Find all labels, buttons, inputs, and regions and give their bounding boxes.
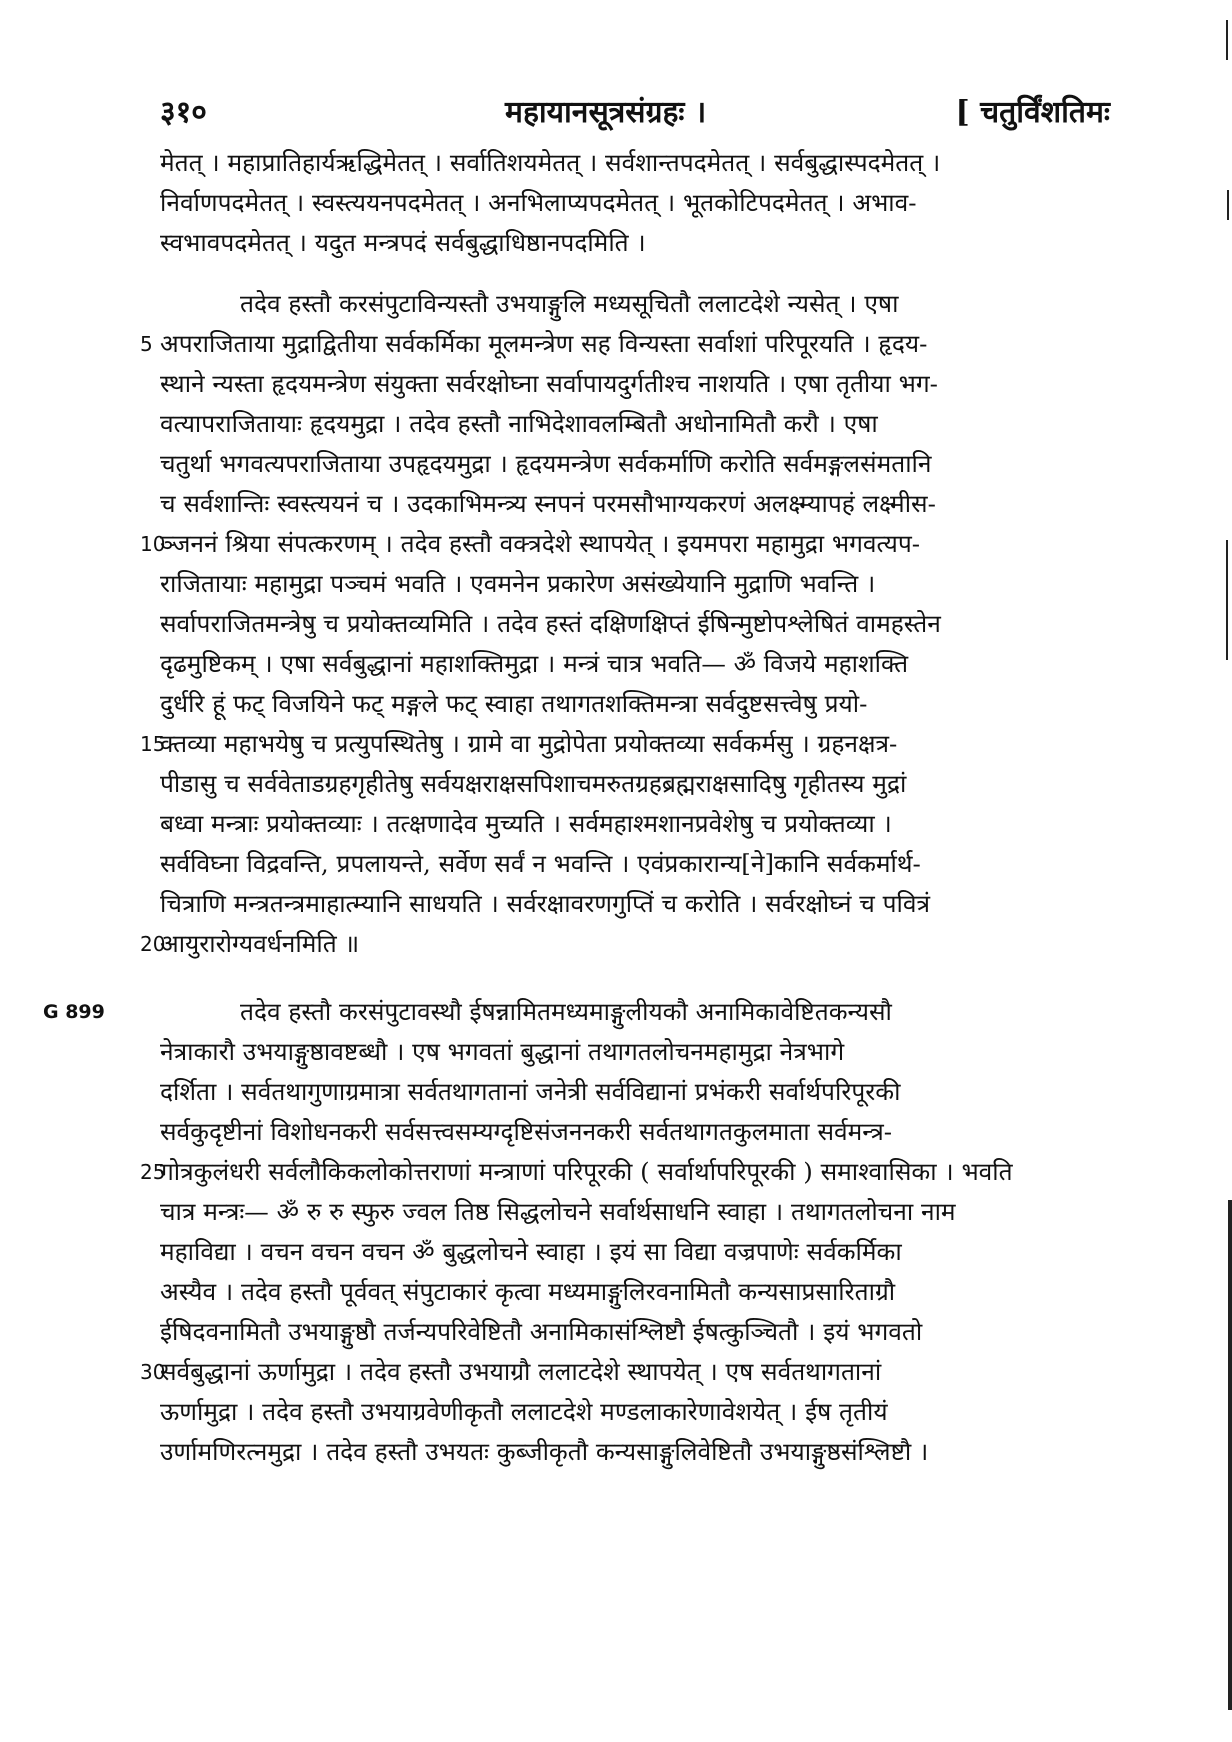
text-line: 20 आयुरारोग्यवर्धनमिति ॥ — [160, 924, 1110, 964]
page-edge-shadow — [1224, 0, 1232, 1742]
page-number: ३१० — [160, 95, 207, 130]
text-line: स्वभावपदमेतत् । यदुत मन्त्रपदं सर्वबुद्धाधिष्ठानपदमिति । — [160, 228, 646, 257]
text-line: 10 ञ्जननं श्रिया संपत्करणम् । तदेव हस्तौ वक्त्रदेशे स्थापयेत् । इयमपरा महामुद्रा भगवत्यप- — [160, 524, 1110, 564]
text-line: बध्वा मन्त्राः प्रयोक्तव्याः । तत्क्षणादेव मुच्यति । सर्वमहाश्मशानप्रवेशेषु च प्रयोक्तव्या । — [160, 809, 892, 838]
text-line: दृढमुष्टिकम् । एषा सर्वबुद्धानां महाशक्तिमुद्रा । मन्त्रं चात्र भवति— ॐ विजये महाशक्ति — [160, 649, 909, 678]
text-line: च सर्वशान्तिः स्वस्त्ययनं च । उदकाभिमन्त्र्य स्नपनं परमसौभाग्यकरणं अलक्ष्म्यापहं लक्ष्मीस- — [160, 489, 936, 518]
text-line: पीडासु च सर्ववेताडग्रहगृहीतेषु सर्वयक्षराक्षसपिशाचमरुतग्रहब्रह्मराक्षसादिषु गृहीतस्य मुद्रां — [160, 769, 907, 798]
text-line: 25 गोत्रकुलंधरी सर्वलौकिकलोकोत्तराणां मन्त्राणां परिपूरकी ( सर्वार्थापरिपूरकी ) समाश्वासिका । भवति — [160, 1152, 1110, 1192]
line-number: 20 — [140, 932, 166, 956]
line-number: 15 — [140, 732, 166, 756]
text-line: अस्यैव । तदेव हस्तौ पूर्ववत् संपुटाकारं कृत्वा मध्यमाङ्गुलिरवनामितौ कन्यसाप्रसारिताग्रौ — [160, 1277, 896, 1306]
text-line: स्थाने न्यस्ता हृदयमन्त्रेण संयुक्ता सर्वरक्षोघ्ना सर्वापायदुर्गतीश्च नाशयति । एषा तृतीया भग- — [160, 369, 938, 398]
text-line: G 899 तदेव हस्तौ करसंपुटावस्थौ ईषन्नामितमध्यमाङ्गुलीयकौ अनामिकावेष्टितकन्यसौ — [160, 992, 1110, 1032]
page-body — [43, 143, 1110, 1472]
text-line: निर्वाणपदमेतत् । स्वस्त्ययनपदमेतत् । अनभिलाप्यपदमेतत् । भूतकोटिपदमेतत् । अभाव- — [160, 188, 917, 217]
text-line: दर्शिता । सर्वतथागुणाग्रमात्रा सर्वतथागतानां जनेत्री सर्वविद्यानां प्रभंकरी सर्वार्थपरिपूरकी — [160, 1077, 901, 1106]
running-title: महायानसूत्रसंग्रहः । — [505, 95, 707, 130]
text-line: चित्राणि मन्त्रतन्त्रमाहात्म्यानि साधयति । सर्वरक्षावरणगुप्तिं च करोति । सर्वरक्षोघ्नं च पवित्रं — [160, 889, 931, 918]
chapter-heading: [ चतुर्विंशतिमः — [955, 95, 1110, 130]
text-line: नेत्राकारौ उभयाङ्गुष्ठावष्टब्धौ । एष भगवतां बुद्धानां तथागतलोचनमहामुद्रा नेत्रभागे — [160, 1037, 845, 1066]
line-number: 5 — [140, 332, 153, 356]
text-line: ईषिदवनामितौ उभयाङ्गुष्ठौ तर्जन्यपरिवेष्टितौ अनामिकासंश्लिष्टौ ईषत्कुञ्चितौ । इयं भगवतो — [160, 1317, 923, 1346]
text-line: चात्र मन्त्रः— ॐ रु रु स्फुरु ज्वल तिष्ठ सिद्धलोचने सर्वार्थसाधनि स्वाहा । तथागतलोचना नाम — [160, 1197, 956, 1226]
text-line: सर्वविघ्ना विद्रवन्ति, प्रपलायन्ते, सर्वेण सर्वं न भवन्ति । एवंप्रकारान्य[ने]कानि सर्वकर्मार्थ- — [160, 849, 921, 878]
text-line: 30 सर्वबुद्धानां ऊर्णामुद्रा । तदेव हस्तौ उभयाग्रौ ललाटदेशे स्थापयेत् । एष सर्वतथागतानां — [160, 1352, 1110, 1392]
text-line: महाविद्या । वचन वचन वचन ॐ बुद्धलोचने स्वाहा । इयं सा विद्या वज्रपाणेः सर्वकर्मिका — [160, 1237, 902, 1266]
text-line: दुर्धरि हूं फट् विजयिने फट् मङ्गले फट् स्वाहा तथागतशक्तिमन्त्रा सर्वदुष्टसत्त्वेषु प्रयो- — [160, 689, 868, 718]
text-line: मेतत् । महाप्रातिहार्यऋद्धिमेतत् । सर्वातिशयमेतत् । सर्वशान्तपदमेतत् । सर्वबुद्धास्पदमेतत् । — [160, 148, 941, 177]
text-line: राजितायाः महामुद्रा पञ्चमं भवति । एवमनेन प्रकारेण असंख्येयानि मुद्राणि भवन्ति । — [160, 569, 876, 598]
running-header — [160, 90, 1110, 130]
margin-reference: G 899 — [43, 1001, 105, 1023]
text-line: चतुर्था भगवत्यपराजिताया उपहृदयमुद्रा । हृदयमन्त्रेण सर्वकर्माणि करोति सर्वमङ्गलसंमतानि — [160, 449, 932, 478]
text-line: सर्वापराजितमन्त्रेषु च प्रयोक्तव्यमिति । तदेव हस्तं दक्षिणक्षिप्तं ईषिन्मुष्टोपश्लेषितं वामहस्तेन — [160, 609, 941, 638]
line-number: 10 — [140, 532, 166, 556]
line-number: 30 — [140, 1360, 166, 1384]
text-line: वत्यापराजितायाः हृदयमुद्रा । तदेव हस्तौ नाभिदेशावलम्बितौ अधोनामितौ करौ । एषा — [160, 409, 878, 438]
text-line: ऊर्णामुद्रा । तदेव हस्तौ उभयाग्रवेणीकृतौ ललाटदेशे मण्डलाकारेणावेशयेत् । ईष तृतीयं — [160, 1397, 888, 1426]
text-line: उर्णामणिरत्नमुद्रा । तदेव हस्तौ उभयतः कुब्जीकृतौ कन्यसाङ्गुलिवेष्टितौ उभयाङ्गुष्ठसंश्लिष्टौ । — [160, 1437, 929, 1466]
text-line: तदेव हस्तौ करसंपुटाविन्यस्तौ उभयाङ्गुलि मध्यसूचितौ ललाटदेशे न्यसेत् । एषा — [240, 289, 899, 318]
text-line: 5 अपराजिताया मुद्राद्वितीया सर्वकर्मिका मूलमन्त्रेण सह विन्यस्ता सर्वाशां परिपूरयति । हृदय- — [160, 324, 1110, 364]
text-line: सर्वकुदृष्टीनां विशोधनकरी सर्वसत्त्वसम्यग्दृष्टिसंजननकरी सर्वतथागतकुलमाता सर्वमन्त्र- — [160, 1117, 893, 1146]
line-number: 25 — [140, 1160, 166, 1184]
text-line: 15 क्तव्या महाभयेषु च प्रत्युपस्थितेषु । ग्रामे वा मुद्रोपेता प्रयोक्तव्या सर्वकर्मसु । ग्रहनक्षत्र- — [160, 724, 1110, 764]
